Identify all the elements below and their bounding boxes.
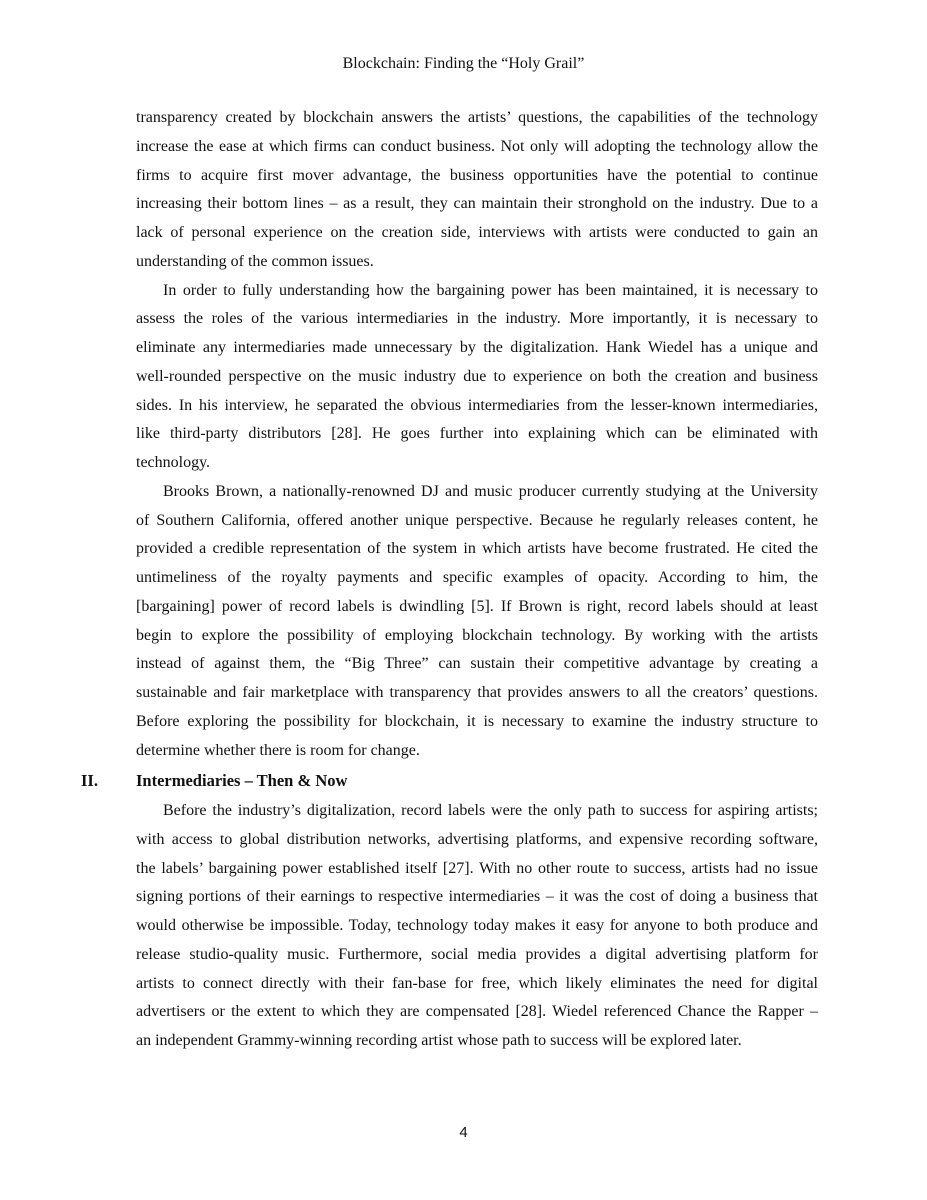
text-line: with access to global distribution networks, advertising platforms, and expensive recording software, bbox=[136, 830, 818, 848]
text-line: the labels’ bargaining power established itself [27]. With no other route to success, artists had no issue bbox=[136, 859, 818, 877]
section-title: Intermediaries – Then & Now bbox=[136, 771, 348, 790]
text-line: signing portions of their earnings to respective intermediaries – it was the cost of doing a business that bbox=[136, 888, 818, 906]
text-line: like third-party distributors [28]. He goes further into explaining which can be eliminated with bbox=[136, 425, 818, 443]
text-line: [bargaining] power of record labels is dwindling [5]. If Brown is right, record labels should at least bbox=[136, 597, 818, 615]
paragraph-2 bbox=[136, 277, 818, 478]
text-line: Before the industry’s digitalization, record labels were the only path to success for aspiring artists; bbox=[163, 802, 818, 819]
text-line: assess the roles of the various intermediaries in the industry. More importantly, it is necessary to bbox=[136, 310, 818, 328]
text-line: would otherwise be impossible. Today, technology today makes it easy for anyone to both produce and bbox=[136, 917, 818, 934]
text-line: firms to acquire first mover advantage, the business opportunities have the potential to continue bbox=[136, 166, 818, 184]
section-number: II. bbox=[81, 771, 98, 790]
text-line: sides. In his interview, he separated the obvious intermediaries from the lesser-known intermediaries, bbox=[136, 396, 818, 414]
text-line: of Southern California, offered another unique perspective. Because he regularly releases content, he bbox=[136, 511, 818, 529]
text-line: understanding of the common issues. bbox=[136, 252, 374, 270]
paragraph-3 bbox=[136, 478, 818, 766]
text-line: Before exploring the possibility for blockchain, it is necessary to examine the industry structure to bbox=[136, 712, 818, 730]
section-paragraph-1 bbox=[136, 797, 818, 1056]
text-line: increase the ease at which firms can conduct business. Not only will adopting the technology allow the bbox=[136, 137, 818, 155]
running-header: Blockchain: Finding the “Holy Grail” bbox=[342, 55, 585, 72]
text-line: instead of against them, the “Big Three” can sustain their competitive advantage by creating a bbox=[136, 655, 818, 673]
text-line: release studio-quality music. Furthermore, social media provides a digital advertising platform for bbox=[136, 945, 818, 963]
text-line: an independent Grammy-winning recording artist whose path to success will be explored later. bbox=[136, 1032, 742, 1049]
text-line: eliminate any intermediaries made unnecessary by the digitalization. Hank Wiedel has a unique and bbox=[136, 339, 818, 356]
text-line: lack of personal experience on the creation side, interviews with artists were conducted to gain an bbox=[136, 224, 818, 241]
text-line: well-rounded perspective on the music industry due to experience on both the creation and business bbox=[136, 367, 818, 385]
section-heading bbox=[81, 767, 818, 795]
text-line: provided a credible representation of the system in which artists have become frustrated. He cited the bbox=[136, 540, 818, 558]
text-line: In order to fully understanding how the bargaining power has been maintained, it is necessary to bbox=[163, 281, 818, 299]
text-line: transparency created by blockchain answers the artists’ questions, the capabilities of the technology bbox=[136, 109, 818, 126]
paragraph-1 bbox=[136, 104, 818, 277]
text-line: advertisers or the extent to which they are compensated [28]. Wiedel referenced Chance the Rapper – bbox=[136, 1003, 818, 1021]
text-line: sustainable and fair marketplace with transparency that provides answers to all the creators’ questions. bbox=[136, 684, 818, 701]
text-line: artists to connect directly with their fan-base for free, which likely eliminates the need for digital bbox=[136, 974, 818, 992]
text-line: begin to explore the possibility of employing blockchain technology. By working with the artists bbox=[136, 626, 818, 644]
text-line: Brooks Brown, a nationally-renowned DJ and music producer currently studying at the University bbox=[163, 482, 818, 500]
text-line: determine whether there is room for change. bbox=[136, 741, 420, 759]
text-line: untimeliness of the royalty payments and specific examples of opacity. According to him, the bbox=[136, 569, 818, 586]
text-line: increasing their bottom lines – as a result, they can maintain their stronghold on the industry. Due to a bbox=[136, 195, 818, 213]
text-line: technology. bbox=[136, 454, 211, 471]
page-number: 4 bbox=[459, 1124, 468, 1141]
